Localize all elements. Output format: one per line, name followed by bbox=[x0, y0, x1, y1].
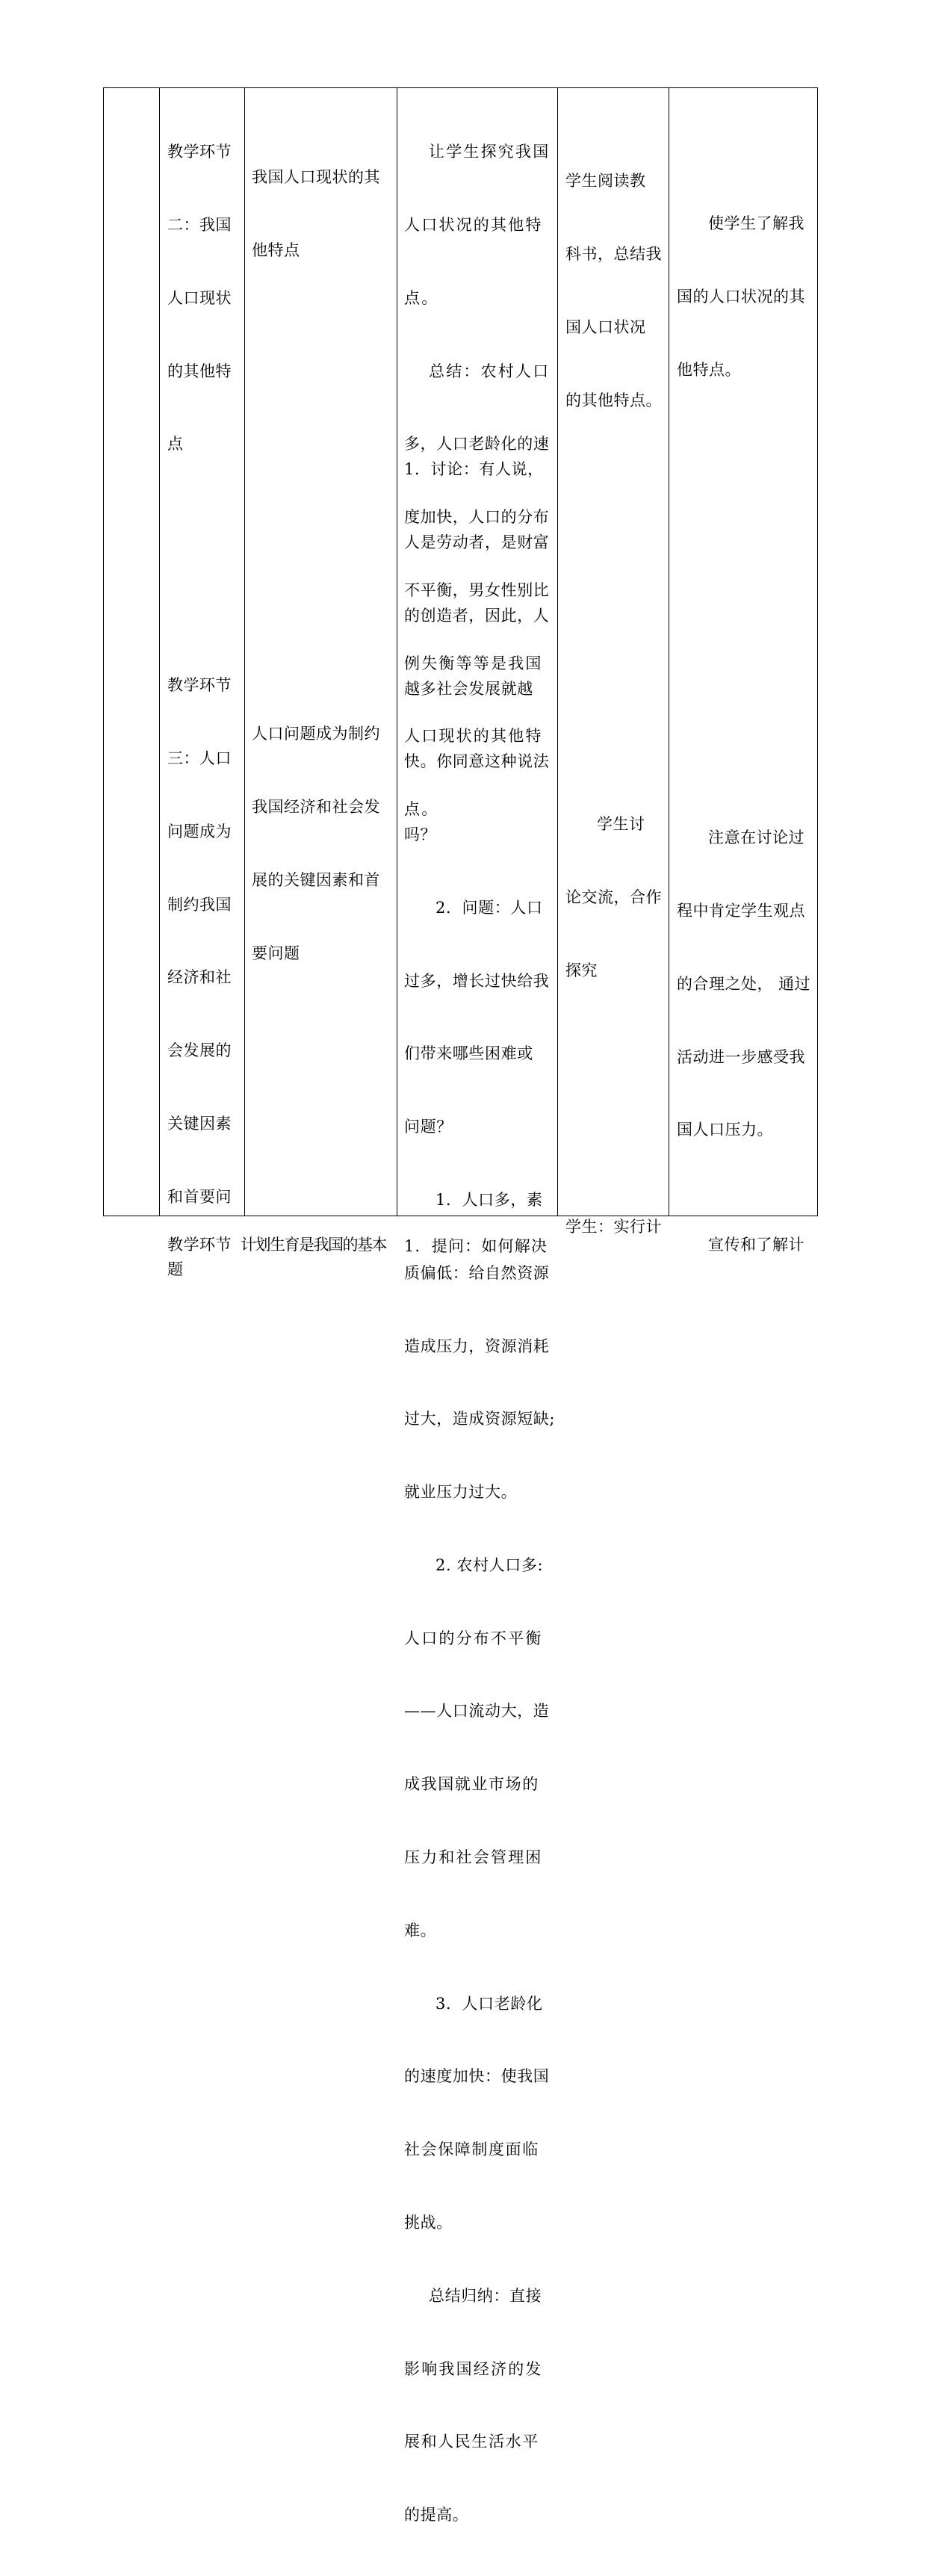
table-col-border-1 bbox=[159, 87, 160, 1216]
row-2-student: 学生讨 论交流，合作 探究 bbox=[565, 815, 662, 979]
row-2-content: 人口问题成为制约 我国经济和社会发 展的关键因素和首 要问题 bbox=[252, 725, 380, 962]
table-col-border-2 bbox=[244, 87, 245, 1216]
row-1-stage: 教学环节 二：我国 人口现状 的其他特 点 bbox=[167, 143, 232, 453]
table-col-border-0 bbox=[103, 87, 104, 1216]
row-1-content: 我国人口现状的其 他特点 bbox=[252, 168, 380, 259]
row-1-teacher: 让学生探究我国 人口状况的其他特 点。 总结：农村人口 多，人口老龄化的速 度加快，人口的分布 不平衡，男女性别比 例失衡等等是我国 人口现状的其他特 点。 bbox=[404, 143, 551, 819]
row-1-student: 学生阅读教 科书，总结我 国人口状况 的其他特点。 bbox=[565, 172, 662, 409]
row-3-content: 计划生育是我国的基本 bbox=[241, 1236, 386, 1254]
row-2-teacher: 1．讨论：有人说， 人是劳动者，是财富 的创造者，因此，人 越多社会发展就越 快。你同意这种说法 吗？ 2．问题：人口 过多，增长过快给我 们带来哪些困难或 问题？ 1．人口多，素 质偏低：给自然资源 造成压力，资源消耗 过大，造成资源短缺; 就业压力过大。 2. 农村人口多: 人口的分布不平衡 ——人口流动大，造 成我国就业市场的 压力和社会管理困 难。 3．人口老龄化 的速度加快：使我国 社会保障制度面临 挑战。 总结归纳：直接 影响我国经济的发 展和人民生活水平 的提高。 bbox=[404, 460, 556, 2524]
row-3-stage: 教学环节 bbox=[167, 1236, 232, 1254]
table-col-border-4 bbox=[557, 87, 558, 1216]
table-col-border-6 bbox=[817, 87, 818, 1216]
row-1-purpose: 使学生了解我 国的人口状况的其 他特点。 bbox=[677, 214, 805, 379]
row-3-student: 学生：实行计 bbox=[565, 1218, 662, 1236]
row-3-purpose: 宣传和了解计 bbox=[708, 1236, 804, 1254]
row-2-stage: 教学环节 三：人口 问题成为 制约我国 经济和社 会发展的 关键因素 和首要问 题 bbox=[167, 676, 232, 1279]
table-top-border bbox=[103, 87, 818, 88]
row-3-teacher: 1．提问：如何解决 bbox=[404, 1237, 548, 1256]
row-2-purpose: 注意在讨论过 程中肯定学生观点 的合理之处， 通过 活动进一步感受我 国人口压力。 bbox=[677, 829, 811, 1139]
